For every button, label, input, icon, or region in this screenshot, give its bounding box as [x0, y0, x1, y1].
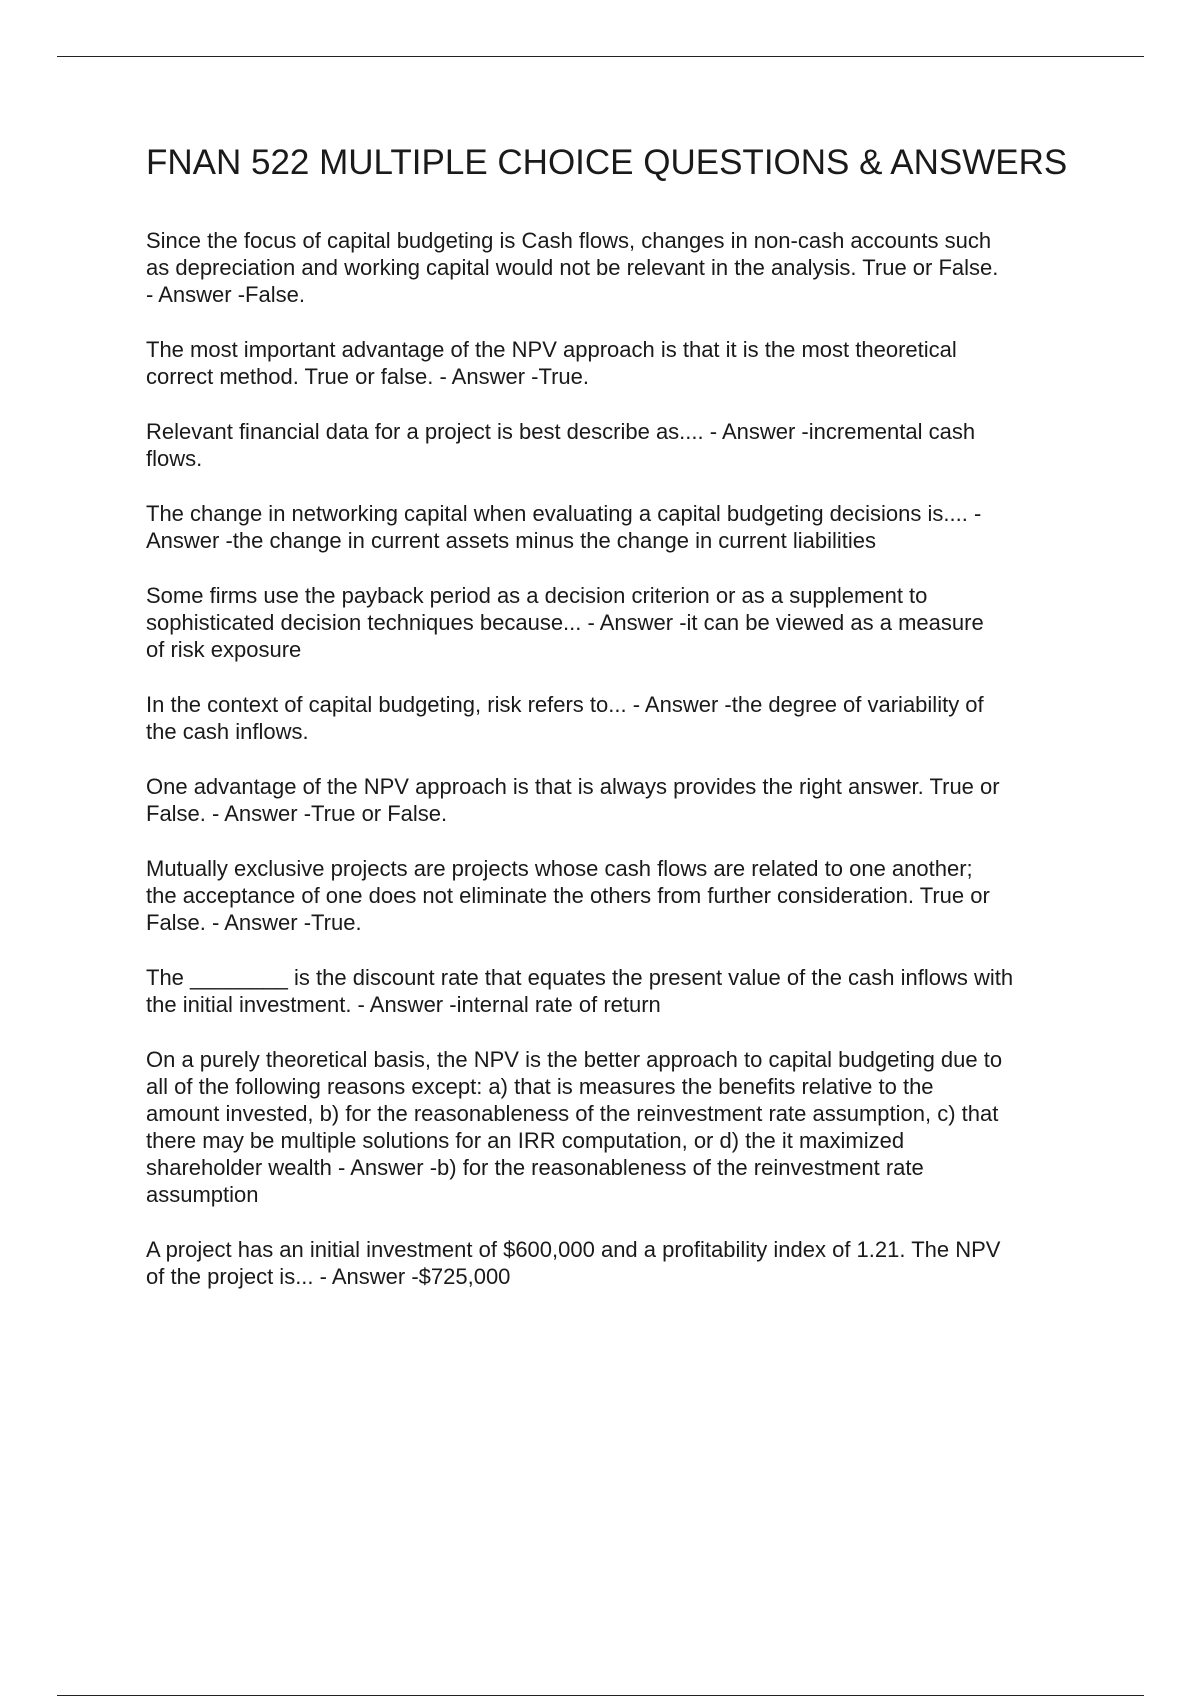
qa-item-11: A project has an initial investment of $600,000 and a profitability index of 1.21. The NPV of the project is... - Answer -$725,000	[146, 1237, 1001, 1289]
qa-list	[146, 227, 1096, 1290]
qa-item-9: The ________ is the discount rate that equates the present value of the cash inflows with the initial investment. - Answer -internal rate of return	[146, 965, 1014, 1017]
qa-item-4: The change in networking capital when evaluating a capital budgeting decisions is.... - Answer -the change in current assets minus the change in current liabilities	[146, 501, 982, 553]
qa-item-1: Since the focus of capital budgeting is Cash flows, changes in non-cash accounts such as depreciation and working capital would not be relevant in the analysis. True or False. - Answer -False.	[146, 228, 999, 307]
document-body	[146, 142, 1096, 1318]
qa-item-6: In the context of capital budgeting, risk refers to... - Answer -the degree of variability of the cash inflows.	[146, 692, 984, 744]
qa-item-8: Mutually exclusive projects are projects whose cash flows are related to one another; the acceptance of one does not eliminate the others from further consideration. True or False. - Answer -True.	[146, 856, 990, 935]
qa-item-5: Some firms use the payback period as a decision criterion or as a supplement to sophisticated decision techniques because... - Answer -it can be viewed as a measure of risk exposure	[146, 583, 984, 662]
qa-item-10: On a purely theoretical basis, the NPV is the better approach to capital budgeting due to all of the following reasons except: a) that is measures the benefits relative to the amount invested, b) for the reasonableness of the reinvestment rate assumption, c) that there may be multiple solutions for an IRR computation, or d) the it maximized shareholder wealth - Answer -b) for the reasonableness of the reinvestment rate assumption	[146, 1047, 1003, 1207]
top-divider	[57, 56, 1144, 57]
qa-item-3: Relevant financial data for a project is best describe as.... - Answer -incremental cash flows.	[146, 419, 976, 471]
bottom-divider	[57, 1695, 1144, 1696]
qa-item-7: One advantage of the NPV approach is that is always provides the right answer. True or False. - Answer -True or False.	[146, 774, 1000, 826]
qa-item-2: The most important advantage of the NPV approach is that it is the most theoretical correct method. True or false. - Answer -True.	[146, 337, 957, 389]
document-title: FNAN 522 MULTIPLE CHOICE QUESTIONS & ANSWERS	[146, 143, 1068, 182]
